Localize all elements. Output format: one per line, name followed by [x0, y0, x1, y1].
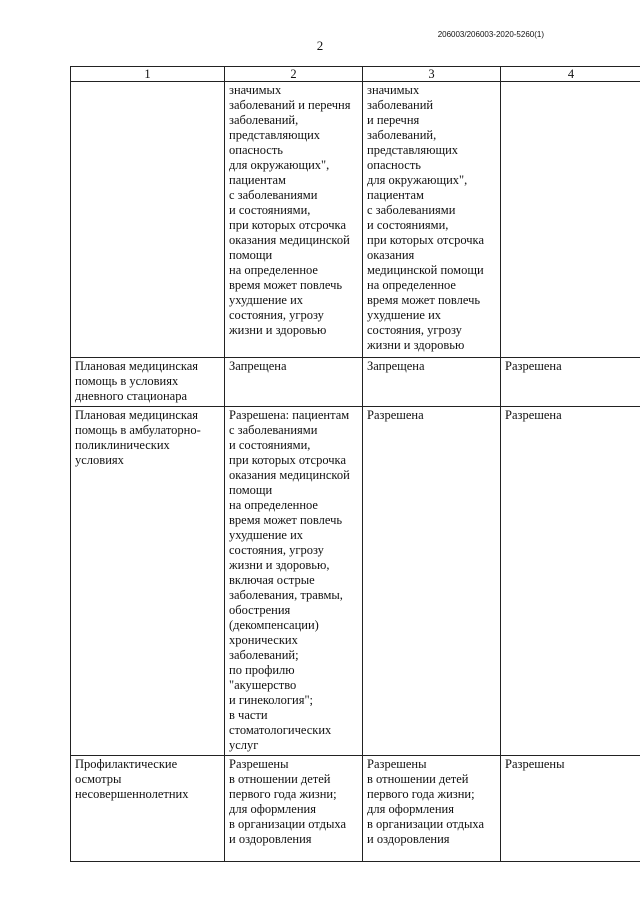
table-cell	[71, 407, 225, 756]
cell-text: Разрешена: пациентам с заболеваниями и состояниями, при которых отсрочка оказания медицинской помощи на определенное время может повлечь ухудшение их состояния, угрозу жизни и здоровью, включая острые заболевания, травмы, обострения (декомпенсации) хронических заболеваний; по профилю "акушерство и гинекология"; в части стоматологических услуг	[229, 408, 350, 752]
document-id: 206003/206003-2020-5260(1)	[437, 30, 544, 39]
cell-text: Разрешены	[505, 757, 565, 771]
cell-text: значимых заболеваний и перечня заболеваний, представляющих опасность для окружающих", пациентам с заболеваниями и состояниями, при которых отсрочка оказания медицинской помощи на определенное время может повлечь ухудшение их состояния, угрозу жизни и здоровью	[229, 83, 351, 337]
table-cell	[71, 358, 225, 407]
column-header-3: 3	[363, 67, 501, 82]
table-cell	[71, 82, 225, 358]
table-cell	[225, 756, 363, 862]
table-cell	[501, 82, 640, 358]
table-cell	[363, 756, 501, 862]
column-header-1: 1	[71, 67, 225, 82]
table-cell	[501, 358, 640, 407]
table-row	[71, 407, 640, 756]
column-header-4: 4	[501, 67, 640, 82]
cell-text: Разрешена	[505, 359, 562, 373]
table-cell	[225, 358, 363, 407]
cell-text: Разрешена	[367, 408, 424, 422]
table-cell	[501, 756, 640, 862]
table-cell	[225, 407, 363, 756]
cell-text: Плановая медицинская помощь в амбулаторно- поликлинических условиях	[75, 408, 201, 467]
cell-text: Запрещена	[229, 359, 287, 373]
column-header-2: 2	[225, 67, 363, 82]
table-cell	[363, 407, 501, 756]
page-number: 2	[316, 38, 324, 53]
cell-text: значимых заболеваний и перечня заболеваний, представляющих опасность для окружающих", пациентам с заболеваниями и состояниями, при которых отсрочка оказания медицинской помощи на определенное время может повлечь ухудшение их состояния, угрозу жизни и здоровью	[367, 83, 484, 352]
cell-text: Плановая медицинская помощь в условиях дневного стационара	[75, 359, 199, 403]
table-cell	[225, 82, 363, 358]
table-cell	[363, 358, 501, 407]
cell-text: Разрешены в отношении детей первого года жизни; для оформления в организации отдыха и оздоровления	[367, 757, 485, 846]
regulation-table	[70, 66, 640, 862]
table-row	[71, 358, 640, 407]
cell-text: Разрешена	[505, 408, 562, 422]
table-header-row	[71, 67, 640, 82]
table-cell	[501, 407, 640, 756]
table-cell	[71, 756, 225, 862]
cell-text: Разрешены в отношении детей первого года жизни; для оформления в организации отдыха и оздоровления	[229, 757, 347, 846]
table-row	[71, 82, 640, 358]
cell-text: Профилактические осмотры несовершеннолетних	[75, 757, 189, 801]
cell-text: Запрещена	[367, 359, 425, 373]
table-row	[71, 756, 640, 862]
table-cell	[363, 82, 501, 358]
